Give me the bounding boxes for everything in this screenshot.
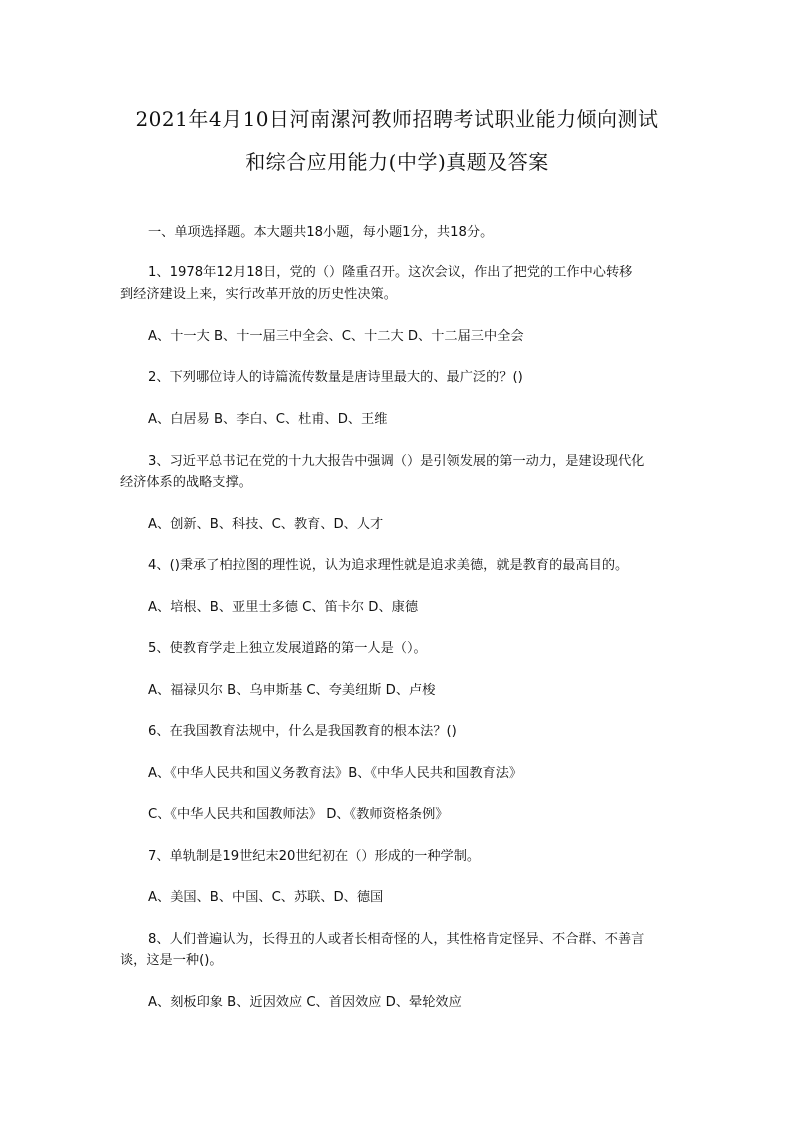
question-8-stem-line-2: 谈，这是一种()。 (120, 953, 223, 968)
question-1-stem-line-2: 到经济建设上来，实行改革开放的历史性决策。 (120, 287, 397, 302)
question-1-options: A、十一大 B、十一届三中全会、C、十二大 D、十二届三中全会 (148, 329, 524, 344)
question-7-options: A、美国、B、中国、C、苏联、D、德国 (148, 890, 384, 905)
question-6-options-line-1: A、《中华人民共和国义务教育法》B、《中华人民共和国教育法》 (148, 766, 523, 781)
question-7-stem: 7、单轨制是19世纪末20世纪初在（）形成的一种学制。 (148, 849, 481, 864)
question-4-options: A、培根、B、亚里士多德 C、笛卡尔 D、康德 (148, 600, 419, 615)
question-5-stem: 5、使教育学走上独立发展道路的第一人是（）。 (148, 641, 427, 656)
question-3-options: A、创新、B、科技、C、教育、D、人才 (148, 517, 384, 532)
document-title-line-1: 2021年4月10日河南漯河教师招聘考试职业能力倾向测试 (135, 107, 659, 131)
question-3-stem-line-1: 3、习近平总书记在党的十九大报告中强调（）是引领发展的第一动力，是建设现代化 (148, 454, 645, 469)
question-6-stem: 6、在我国教育法规中，什么是我国教育的根本法？() (148, 724, 457, 739)
section-heading: 一、单项选择题。本大题共18小题，每小题1分，共18分。 (148, 225, 494, 240)
question-1-stem-line-1: 1、1978年12月18日，党的（）隆重召开。这次会议，作出了把党的工作中心转移 (148, 265, 633, 280)
question-2-stem: 2、下列哪位诗人的诗篇流传数量是唐诗里最大的、最广泛的？() (148, 370, 523, 385)
question-6-options-line-2: C、《中华人民共和国教师法》 D、《教师资格条例》 (148, 807, 449, 822)
question-5-options: A、福禄贝尔 B、乌申斯基 C、夸美纽斯 D、卢梭 (148, 683, 436, 698)
question-3-stem-line-2: 经济体系的战略支撑。 (120, 475, 252, 490)
question-4-stem: 4、()秉承了柏拉图的理性说，认为追求理性就是追求美德，就是教育的最高目的。 (148, 558, 629, 573)
question-8-stem-line-1: 8、人们普遍认为，长得丑的人或者长相奇怪的人，其性格肯定怪异、不合群、不善言 (148, 932, 645, 947)
question-8-options: A、刻板印象 B、近因效应 C、首因效应 D、晕轮效应 (148, 995, 462, 1010)
document-title-line-2: 和综合应用能力(中学)真题及答案 (245, 150, 549, 174)
question-2-options: A、白居易 B、李白、C、杜甫、D、王维 (148, 412, 388, 427)
